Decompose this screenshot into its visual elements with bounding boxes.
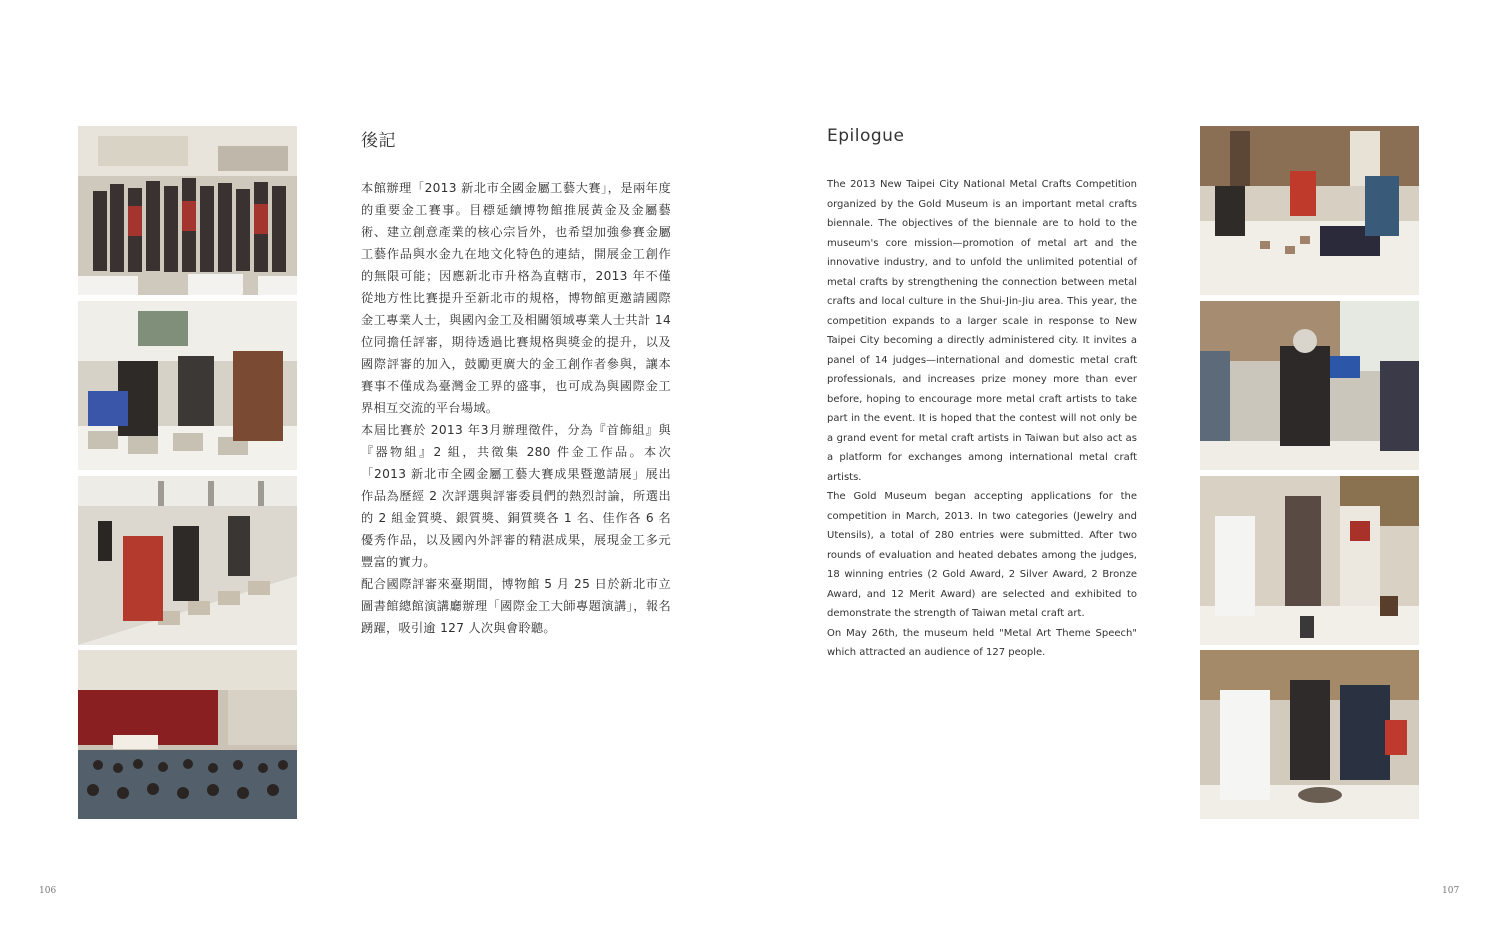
jewelry-judging-photo [1200,126,1419,295]
zh-paragraph-1: 本館辦理「2013 新北市全國金屬工藝大賽」，是兩年度的重要金工賽事。目標延續博物館推展黃金及金屬藝術、建立創意產業的核心宗旨外，也希望加強參賽金屬工藝作品與水金九在地文化特色的連結，開展金工創作的無限可能；因應新北市升格為直轄市，2013 年不僅從地方性比賽提升至新北市的規格，博物館更邀請國際金工專業人士，與國內金工及相關領域專業人士共計 14 位同擔任評審，期待透過比賽規格與獎金的提升，以及國際評審的加入，鼓勵更廣大的金工創作者參與，讓本賽事不僅成為臺灣金工界的盛事，也可成為與國際金工界相互交流的平台場域。 [361,181,671,415]
page-number-right: 107 [1442,886,1460,896]
zh-body [361,177,671,639]
en-paragraph-3: On May 26th, the museum held "Metal Art Theme Speech" which attracted an audience of 127 people. [827,627,1137,658]
judging-photo-1 [78,301,297,470]
zh-paragraph-3: 配合國際評審來臺期間，博物館 5 月 25 日於新北市立圖書館總館演講廳辦理「國際金工大師專題演講」，報名踴躍，吸引逾 127 人次與會聆聽。 [361,577,671,635]
group-photo [78,126,297,295]
en-paragraph-1: The 2013 New Taipei City National Metal Crafts Competition organized by the Gold Museum is an important metal crafts biennale. The objectives of the biennale are to hold to the museum's core mission—promotion of metal art and the innovative industry, and to unfold the unlimited potential of metal crafts by strengthening the connection between metal crafts and local culture in the Shui-Jin-Jiu area. This year, the competition expands to a larger scale in response to New Taipei City becoming a directly administered city. It invites a panel of 14 judges—international and domestic metal craft professionals, and increases prize money more than ever before, hoping to encourage more metal craft artists to take part in the event. It is hoped that the contest will not only be a grand event for metal craft artists in Taiwan but also act as a platform for exchanges among international metal craft artists. [827,179,1137,483]
zh-heading: 後記 [361,131,396,151]
page-number-left: 106 [39,886,57,896]
en-heading: Epilogue [827,126,905,146]
lecture-hall-photo [78,650,297,819]
judges-handling-photo [1200,650,1419,819]
judging-photo-2 [78,476,297,645]
en-paragraph-2: The Gold Museum began accepting applications for the competition in March, 2013. In two categories (Jewelry and Utensils), a total of 280 entries were submitted. After two rounds of evaluation and heated debates among the judges, 18 winning entries (2 Gold Award, 2 Silver Award, 2 Bronze Award, and 12 Merit Award) are selected and exhibited to demonstrate the strength of Taiwan metal craft art. [827,491,1137,619]
zh-paragraph-2: 本屆比賽於 2013 年3月辦理徵件，分為『首飾組』與『器物組』2 組，共徵集 280 件金工作品。本次「2013 新北市全國金屬工藝大賽成果暨邀請展」展出作品為歷經 2 次評選與評審委員們的熱烈討論，所選出的 2 組金質獎、銀質獎、銅質獎各 1 名、佳作各 6 名優秀作品，以及國內外評審的精湛成果，展現金工多元豐富的實力。 [361,423,671,569]
judges-discussion-photo [1200,476,1419,645]
en-body [827,175,1137,663]
judge-inspecting-photo [1200,301,1419,470]
